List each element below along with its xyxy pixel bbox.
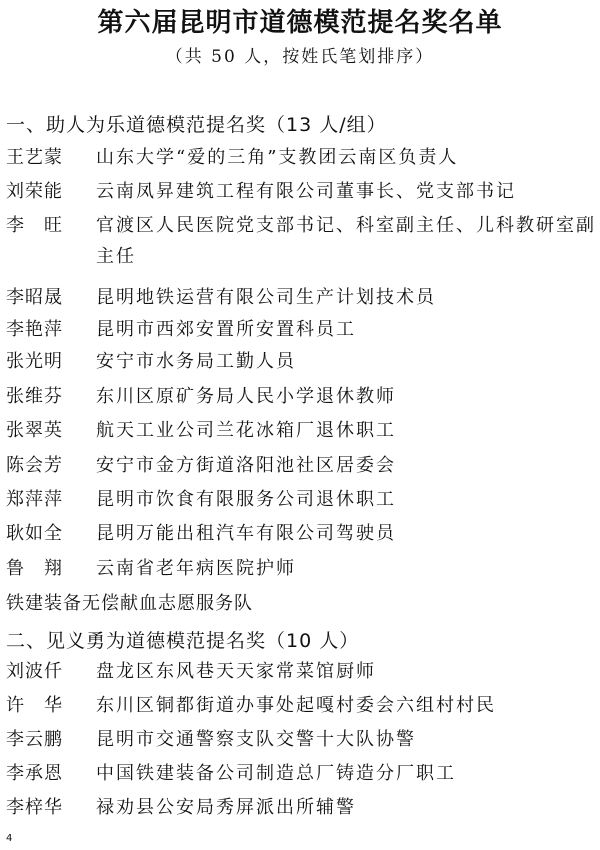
entry-name: 张维芬 (6, 386, 63, 407)
entry-description: 东川区铜都街道办事处起嘎村委会六组村村民 (96, 695, 496, 716)
entry-description: 云南凤昇建筑工程有限公司董事长、党支部书记 (96, 181, 516, 202)
entry-description: 云南省老年病医院护师 (96, 558, 296, 579)
entry-name: 李承恩 (6, 763, 63, 784)
page-subtitle: （共 50 人，按姓氏笔划排序） (165, 47, 435, 67)
list-item (6, 210, 596, 272)
entry-description: 盘龙区东风巷天天家常菜馆厨师 (96, 661, 376, 682)
entry-description: 昆明市饮食有限服务公司退休职工 (96, 489, 396, 510)
entry-name: 李云鹏 (6, 729, 63, 750)
entry-name: 李 旺 (6, 215, 63, 236)
entry-description: 禄劝县公安局秀屏派出所辅警 (96, 797, 356, 818)
entry-description: 昆明地铁运营有限公司生产计划技术员 (96, 287, 436, 308)
section-heading-1: 一、助人为乐道德模范提名奖（13 人/组） (6, 114, 387, 136)
entry-name: 陈会芳 (6, 455, 63, 476)
entry-description: 山东大学“爱的三角”支教团云南区负责人 (96, 147, 459, 168)
entry-description: 安宁市金方街道洛阳池社区居委会 (96, 455, 396, 476)
entry-name: 张翠英 (6, 420, 63, 441)
entry-name: 李艳萍 (6, 319, 63, 340)
entry-description: 昆明市交通警察支队交警十大队协警 (96, 729, 416, 750)
entry-description: 官渡区人民医院党支部书记、科室副主任、儿科教研室副主任 (96, 215, 596, 267)
entry-name: 李梓华 (6, 797, 63, 818)
entry-description: 昆明市西郊安置所安置科员工 (96, 319, 356, 340)
entry-name: 王艺蒙 (6, 147, 63, 168)
entry-name: 刘波仟 (6, 661, 63, 682)
entry-description: 东川区原矿务局人民小学退休教师 (96, 386, 396, 407)
entry-name: 铁建装备无偿献血志愿服务队 (6, 593, 253, 614)
entry-name: 耿如全 (6, 523, 63, 544)
entry-description: 昆明万能出租汽车有限公司驾驶员 (96, 523, 396, 544)
entry-description: 中国铁建装备公司制造总厂铸造分厂职工 (96, 763, 456, 784)
page-title: 第六届昆明市道德模范提名奖名单 (97, 8, 503, 38)
entry-name: 鲁 翔 (6, 558, 63, 579)
section-heading-2: 二、见义勇为道德模范提名奖（10 人） (6, 630, 360, 652)
entry-description: 安宁市水务局工勤人员 (96, 351, 296, 372)
entry-name: 张光明 (6, 351, 63, 372)
page-number: 4 (6, 833, 13, 844)
entry-name: 郑萍萍 (6, 489, 63, 510)
entry-name: 许 华 (6, 695, 63, 716)
entry-description: 航天工业公司兰花冰箱厂退休职工 (96, 420, 396, 441)
entry-name: 刘荣能 (6, 181, 63, 202)
entry-name: 李昭晟 (6, 287, 63, 308)
